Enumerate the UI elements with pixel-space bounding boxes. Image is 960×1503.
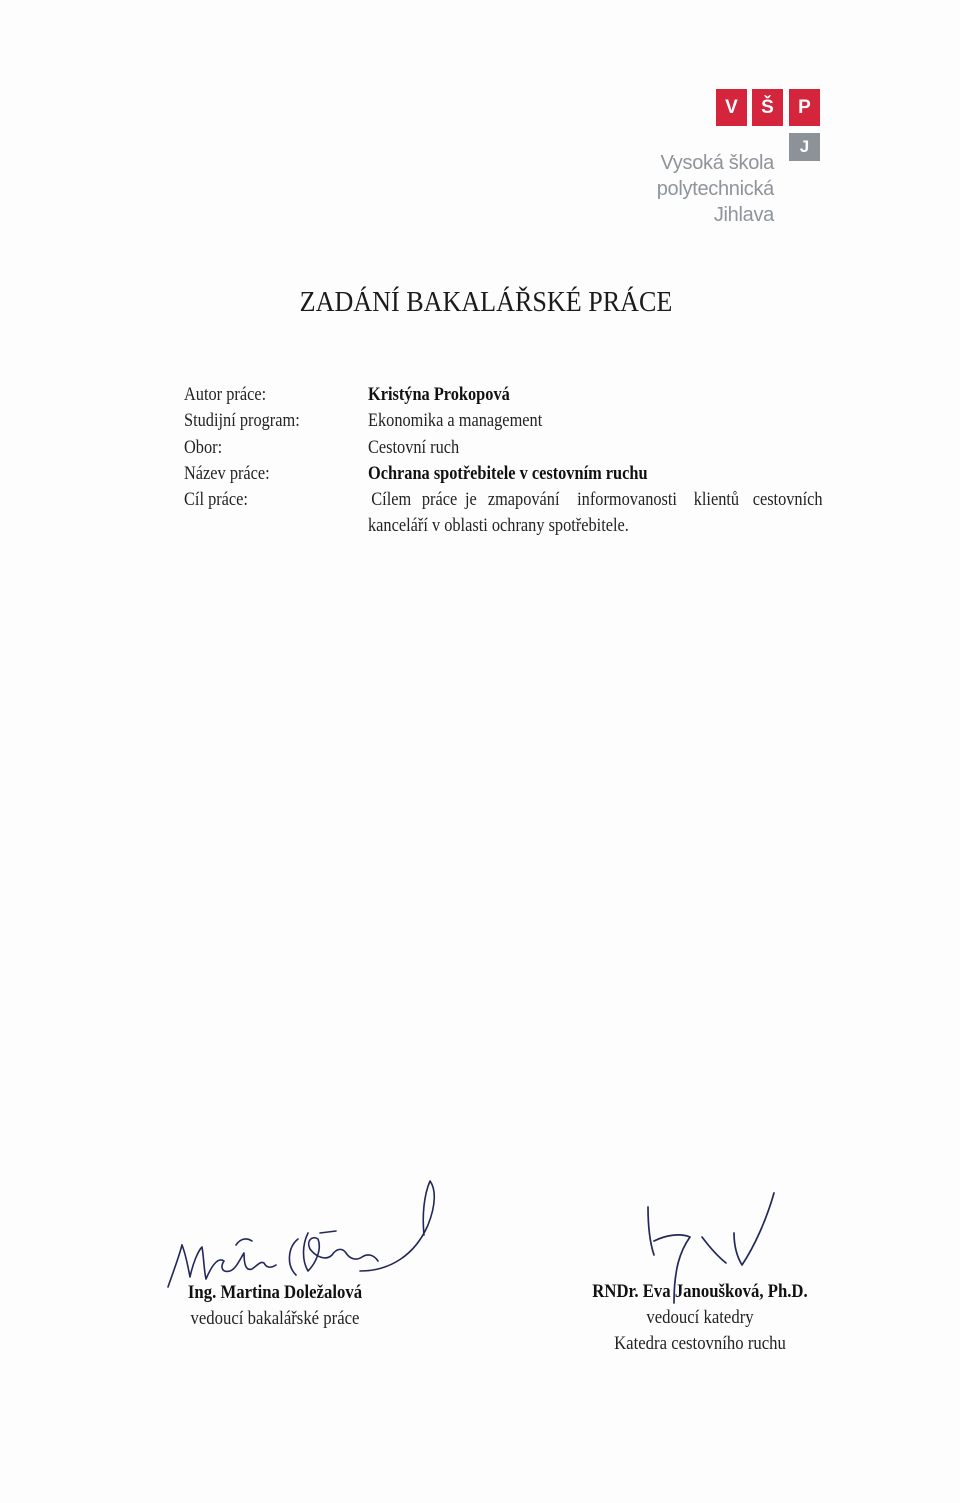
signature-block-left [150,1280,400,1332]
signature-block-right [575,1279,825,1357]
goal-word: práce [421,489,457,511]
goal-word: cestovních [752,489,823,511]
supervisor-role: vedoucí bakalářské práce [190,1308,360,1329]
head-of-department-role: vedoucí katedry [646,1307,754,1328]
goal-word: informovanosti [577,489,678,511]
school-name [657,150,774,228]
supervisor-name: Ing. Martina Doležalová [187,1282,363,1303]
info-labels [184,382,319,513]
school-name-line-3: Jihlava [713,204,774,226]
label-author: Autor práce: [184,384,267,405]
goal-word: zmapování [487,489,560,511]
value-goal-line-2: kanceláří v oblasti ochrany spotřebitele. [368,515,629,537]
document-title: ZADÁNÍ BAKALÁŘSKÉ PRÁCE [299,286,673,318]
info-values [368,382,828,540]
value-field: Cestovní ruch [368,436,460,458]
school-name-line-2: polytechnická [656,178,774,200]
department-name: Katedra cestovního ruchu [614,1333,786,1354]
label-thesis-title: Název práce: [184,462,270,484]
goal-word: klientů [693,489,739,511]
logo-letter-s: Š [752,89,783,126]
label-goal: Cíl práce: [184,489,248,511]
logo-letter-j: J [789,133,820,161]
value-program: Ekonomika a management [368,410,543,432]
value-thesis-title: Ochrana spotřebitele v cestovním ruchu [368,462,648,484]
school-name-line-1: Vysoká škola [660,152,774,174]
logo-letter-p: P [789,89,820,126]
value-goal-line-1 [368,487,828,513]
head-of-department-name: RNDr. Eva Janoušková, Ph.D. [592,1281,808,1302]
label-field: Obor: [184,436,223,458]
goal-word: je [464,489,477,511]
label-program: Studijní program: [184,410,300,432]
value-author: Kristýna Prokopová [368,384,510,405]
logo-letter-v: V [716,89,747,126]
goal-word: Cílem [371,489,412,511]
